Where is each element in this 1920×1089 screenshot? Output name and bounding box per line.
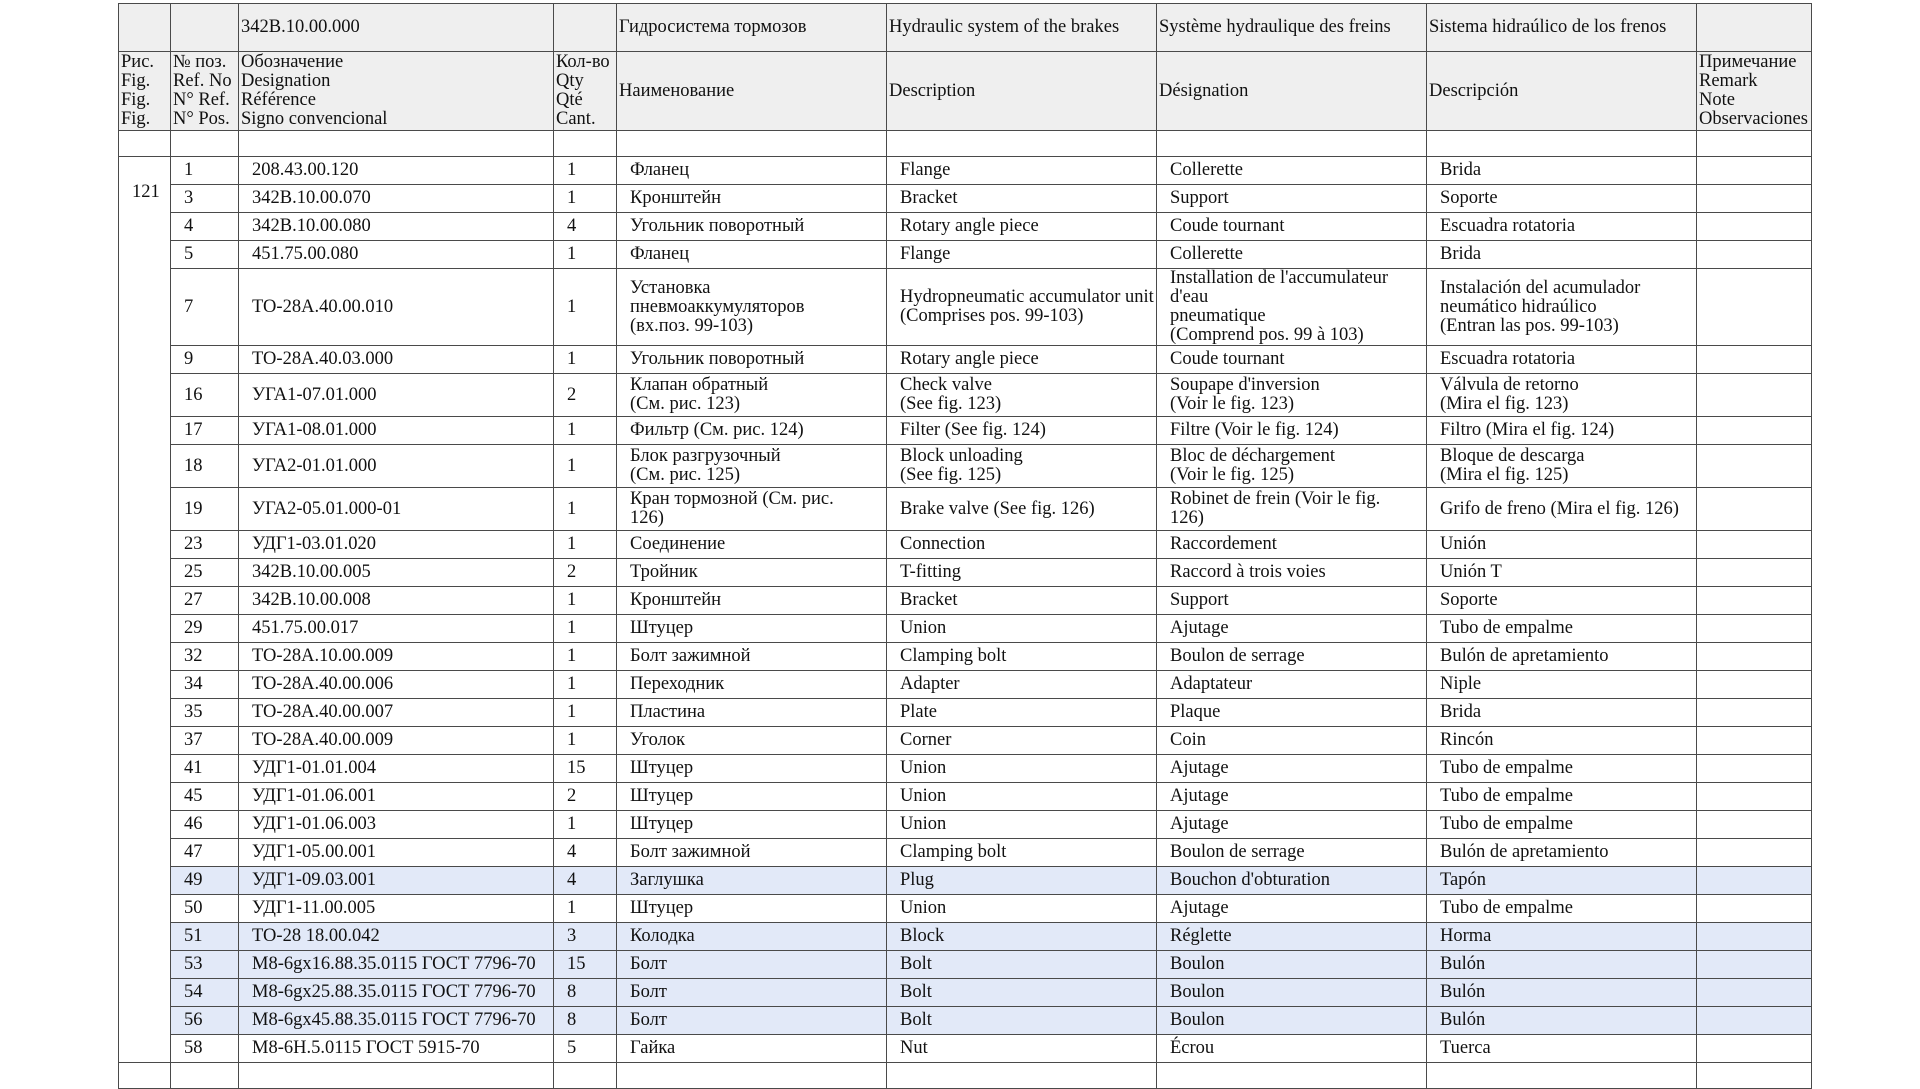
table-row	[119, 979, 1812, 1007]
name-fr-cell: Ajutage	[1157, 783, 1427, 811]
name-fr-cell: Coude tournant	[1157, 346, 1427, 374]
col-header-designation: Обозначение Designation Référence Signo convencional	[239, 52, 554, 131]
name-ru-cell: Болт зажимной	[617, 839, 887, 867]
ref-cell: 56	[171, 1007, 239, 1035]
ref-cell: 7	[171, 269, 239, 346]
name-ru-cell: Штуцер	[617, 811, 887, 839]
ref-cell: 46	[171, 811, 239, 839]
name-es-cell: Brida	[1427, 699, 1697, 727]
table-row	[119, 213, 1812, 241]
name-es-cell: Válvula de retorno (Mira el fig. 123)	[1427, 374, 1697, 417]
table-row	[119, 671, 1812, 699]
ref-cell: 23	[171, 531, 239, 559]
table-row	[119, 445, 1812, 488]
name-fr-cell: Boulon de serrage	[1157, 643, 1427, 671]
name-ru-cell: Болт	[617, 951, 887, 979]
name-en-cell: Clamping bolt	[887, 839, 1157, 867]
designation-cell: ТО-28А.40.00.006	[239, 671, 554, 699]
ref-cell: 47	[171, 839, 239, 867]
qty-cell: 1	[554, 727, 617, 755]
name-ru-cell: Штуцер	[617, 783, 887, 811]
designation-cell: М8-6gх45.88.35.0115 ГОСТ 7796-70	[239, 1007, 554, 1035]
name-es-cell: Tubo de empalme	[1427, 755, 1697, 783]
name-es-cell: Bulón	[1427, 951, 1697, 979]
designation-cell: УГА1-07.01.000	[239, 374, 554, 417]
designation-cell: ТО-28А.40.00.009	[239, 727, 554, 755]
col-header-name-en: Description	[887, 52, 1157, 131]
title-en: Hydraulic system of the brakes	[887, 4, 1157, 52]
table-row	[119, 241, 1812, 269]
qty-cell: 8	[554, 1007, 617, 1035]
name-en-cell: Rotary angle piece	[887, 346, 1157, 374]
name-es-cell: Tubo de empalme	[1427, 615, 1697, 643]
table-row	[119, 417, 1812, 445]
title-fr: Système hydraulique des freins	[1157, 4, 1427, 52]
designation-cell: УГА2-05.01.000-01	[239, 488, 554, 531]
title-es: Sistema hidraúlico de los frenos	[1427, 4, 1697, 52]
designation-cell: 342В.10.00.080	[239, 213, 554, 241]
name-en-cell: Brake valve (See fig. 126)	[887, 488, 1157, 531]
ref-cell: 3	[171, 185, 239, 213]
qty-cell: 15	[554, 951, 617, 979]
ref-cell: 29	[171, 615, 239, 643]
name-en-cell: Bracket	[887, 587, 1157, 615]
designation-cell: УДГ1-11.00.005	[239, 895, 554, 923]
table-row	[119, 951, 1812, 979]
name-ru-cell: Гайка	[617, 1035, 887, 1063]
designation-cell: М8-6gх16.88.35.0115 ГОСТ 7796-70	[239, 951, 554, 979]
name-es-cell: Unión T	[1427, 559, 1697, 587]
ref-cell: 9	[171, 346, 239, 374]
name-ru-cell: Фильтр (См. рис. 124)	[617, 417, 887, 445]
ref-cell: 19	[171, 488, 239, 531]
name-fr-cell: Robinet de frein (Voir le fig. 126)	[1157, 488, 1427, 531]
designation-cell: 342В.10.00.008	[239, 587, 554, 615]
note-cell	[1697, 213, 1812, 241]
parts-table	[118, 3, 1812, 1089]
designation-cell: 342В.10.00.005	[239, 559, 554, 587]
name-es-cell: Rincón	[1427, 727, 1697, 755]
ref-cell: 53	[171, 951, 239, 979]
name-es-cell: Instalación del acumulador neumático hidraúlico (Entran las pos. 99-103)	[1427, 269, 1697, 346]
name-en-cell: Bolt	[887, 1007, 1157, 1035]
name-fr-cell: Soupape d'inversion (Voir le fig. 123)	[1157, 374, 1427, 417]
note-cell	[1697, 488, 1812, 531]
ref-cell: 27	[171, 587, 239, 615]
qty-cell: 1	[554, 157, 617, 185]
table-row	[119, 923, 1812, 951]
note-cell	[1697, 615, 1812, 643]
table-row	[119, 157, 1812, 185]
name-ru-cell: Установка пневмоаккумуляторов (вх.поз. 99-103)	[617, 269, 887, 346]
name-es-cell: Tubo de empalme	[1427, 895, 1697, 923]
note-cell	[1697, 241, 1812, 269]
designation-cell: ТО-28 18.00.042	[239, 923, 554, 951]
name-es-cell: Bulón de apretamiento	[1427, 839, 1697, 867]
ref-cell: 45	[171, 783, 239, 811]
qty-cell: 1	[554, 417, 617, 445]
note-cell	[1697, 671, 1812, 699]
table-row	[119, 374, 1812, 417]
table-row	[119, 615, 1812, 643]
designation-cell: М8-6gх25.88.35.0115 ГОСТ 7796-70	[239, 979, 554, 1007]
name-ru-cell: Фланец	[617, 157, 887, 185]
name-ru-cell: Кран тормозной (См. рис. 126)	[617, 488, 887, 531]
note-cell	[1697, 531, 1812, 559]
table-row	[119, 559, 1812, 587]
title-ru: Гидросистема тормозов	[617, 4, 887, 52]
name-es-cell: Filtro (Mira el fig. 124)	[1427, 417, 1697, 445]
qty-cell: 1	[554, 615, 617, 643]
qty-cell: 1	[554, 488, 617, 531]
name-fr-cell: Installation de l'accumulateur d'eau pneumatique (Comprend pos. 99 à 103)	[1157, 269, 1427, 346]
name-en-cell: Connection	[887, 531, 1157, 559]
qty-cell: 1	[554, 269, 617, 346]
name-fr-cell: Boulon	[1157, 951, 1427, 979]
name-ru-cell: Тройник	[617, 559, 887, 587]
name-es-cell: Escuadra rotatoria	[1427, 346, 1697, 374]
note-cell	[1697, 783, 1812, 811]
blank-row-bottom	[119, 1063, 1812, 1089]
table-row	[119, 1035, 1812, 1063]
name-es-cell: Soporte	[1427, 185, 1697, 213]
table-row	[119, 185, 1812, 213]
name-en-cell: Union	[887, 811, 1157, 839]
name-es-cell: Soporte	[1427, 587, 1697, 615]
qty-cell: 1	[554, 445, 617, 488]
name-en-cell: Union	[887, 755, 1157, 783]
name-ru-cell: Угольник поворотный	[617, 213, 887, 241]
designation-cell: 451.75.00.080	[239, 241, 554, 269]
name-ru-cell: Штуцер	[617, 755, 887, 783]
table-row	[119, 643, 1812, 671]
name-en-cell: Hydropneumatic accumulator unit (Comprises pos. 99-103)	[887, 269, 1157, 346]
name-es-cell: Tubo de empalme	[1427, 783, 1697, 811]
qty-cell: 5	[554, 1035, 617, 1063]
designation-cell: УГА1-08.01.000	[239, 417, 554, 445]
ref-cell: 35	[171, 699, 239, 727]
designation-cell: УДГ1-09.03.001	[239, 867, 554, 895]
name-en-cell: Union	[887, 783, 1157, 811]
table-row	[119, 783, 1812, 811]
figure-number-cell: 121	[119, 157, 171, 1063]
name-es-cell: Bulón de apretamiento	[1427, 643, 1697, 671]
note-cell	[1697, 1035, 1812, 1063]
ref-cell: 49	[171, 867, 239, 895]
note-cell	[1697, 445, 1812, 488]
name-fr-cell: Coude tournant	[1157, 213, 1427, 241]
name-ru-cell: Блок разгрузочный (См. рис. 125)	[617, 445, 887, 488]
note-cell	[1697, 867, 1812, 895]
name-fr-cell: Collerette	[1157, 157, 1427, 185]
name-es-cell: Bulón	[1427, 979, 1697, 1007]
col-header-name-fr: Désignation	[1157, 52, 1427, 131]
name-es-cell: Bulón	[1427, 1007, 1697, 1035]
name-ru-cell: Переходник	[617, 671, 887, 699]
note-cell	[1697, 417, 1812, 445]
name-fr-cell: Plaque	[1157, 699, 1427, 727]
name-ru-cell: Штуцер	[617, 895, 887, 923]
col-header-ref: № поз. Ref. No N° Ref. N° Pos.	[171, 52, 239, 131]
note-cell	[1697, 755, 1812, 783]
name-es-cell: Unión	[1427, 531, 1697, 559]
name-ru-cell: Фланец	[617, 241, 887, 269]
name-en-cell: Filter (See fig. 124)	[887, 417, 1157, 445]
name-fr-cell: Raccord à trois voies	[1157, 559, 1427, 587]
table-row	[119, 727, 1812, 755]
ref-cell: 4	[171, 213, 239, 241]
name-ru-cell: Штуцер	[617, 615, 887, 643]
name-fr-cell: Support	[1157, 185, 1427, 213]
name-es-cell: Grifo de freno (Mira el fig. 126)	[1427, 488, 1697, 531]
note-cell	[1697, 374, 1812, 417]
name-ru-cell: Уголок	[617, 727, 887, 755]
table-row	[119, 839, 1812, 867]
designation-cell: 451.75.00.017	[239, 615, 554, 643]
qty-cell: 1	[554, 531, 617, 559]
table-row	[119, 488, 1812, 531]
qty-cell: 1	[554, 185, 617, 213]
table-row	[119, 346, 1812, 374]
ref-cell: 51	[171, 923, 239, 951]
name-en-cell: Flange	[887, 241, 1157, 269]
column-header-row	[119, 52, 1812, 131]
name-es-cell: Tapón	[1427, 867, 1697, 895]
ref-cell: 58	[171, 1035, 239, 1063]
name-fr-cell: Coin	[1157, 727, 1427, 755]
qty-cell: 4	[554, 867, 617, 895]
name-fr-cell: Filtre (Voir le fig. 124)	[1157, 417, 1427, 445]
qty-cell: 1	[554, 587, 617, 615]
name-en-cell: Check valve (See fig. 123)	[887, 374, 1157, 417]
qty-cell: 1	[554, 643, 617, 671]
name-en-cell: Rotary angle piece	[887, 213, 1157, 241]
ref-cell: 16	[171, 374, 239, 417]
name-es-cell: Brida	[1427, 157, 1697, 185]
name-ru-cell: Кронштейн	[617, 587, 887, 615]
table-row	[119, 531, 1812, 559]
qty-cell: 15	[554, 755, 617, 783]
table-row	[119, 895, 1812, 923]
name-es-cell: Niple	[1427, 671, 1697, 699]
ref-cell: 17	[171, 417, 239, 445]
name-ru-cell: Кронштейн	[617, 185, 887, 213]
name-en-cell: Union	[887, 895, 1157, 923]
name-fr-cell: Bouchon d'obturation	[1157, 867, 1427, 895]
assembly-code: 342В.10.00.000	[239, 4, 554, 52]
qty-cell: 1	[554, 671, 617, 699]
qty-cell: 3	[554, 923, 617, 951]
ref-cell: 18	[171, 445, 239, 488]
qty-cell: 1	[554, 241, 617, 269]
table-row	[119, 699, 1812, 727]
note-cell	[1697, 979, 1812, 1007]
qty-cell: 2	[554, 559, 617, 587]
note-cell	[1697, 269, 1812, 346]
name-ru-cell: Болт зажимной	[617, 643, 887, 671]
name-fr-cell: Bloc de déchargement (Voir le fig. 125)	[1157, 445, 1427, 488]
note-cell	[1697, 1007, 1812, 1035]
name-fr-cell: Ajutage	[1157, 895, 1427, 923]
designation-cell: ТО-28А.40.00.007	[239, 699, 554, 727]
name-ru-cell: Пластина	[617, 699, 887, 727]
name-fr-cell: Ajutage	[1157, 755, 1427, 783]
ref-cell: 34	[171, 671, 239, 699]
designation-cell: УГА2-01.01.000	[239, 445, 554, 488]
col-header-name-es: Descripción	[1427, 52, 1697, 131]
note-cell	[1697, 839, 1812, 867]
name-fr-cell: Réglette	[1157, 923, 1427, 951]
name-en-cell: Adapter	[887, 671, 1157, 699]
title-spacer-qty	[554, 4, 617, 52]
name-ru-cell: Клапан обратный (См. рис. 123)	[617, 374, 887, 417]
name-es-cell: Tuerca	[1427, 1035, 1697, 1063]
name-en-cell: Plug	[887, 867, 1157, 895]
designation-cell: УДГ1-01.06.001	[239, 783, 554, 811]
name-en-cell: Plate	[887, 699, 1157, 727]
qty-cell: 1	[554, 699, 617, 727]
name-es-cell: Tubo de empalme	[1427, 811, 1697, 839]
name-ru-cell: Угольник поворотный	[617, 346, 887, 374]
name-es-cell: Brida	[1427, 241, 1697, 269]
name-ru-cell: Соединение	[617, 531, 887, 559]
qty-cell: 2	[554, 374, 617, 417]
designation-cell: 208.43.00.120	[239, 157, 554, 185]
note-cell	[1697, 699, 1812, 727]
name-fr-cell: Adaptateur	[1157, 671, 1427, 699]
note-cell	[1697, 727, 1812, 755]
name-fr-cell: Support	[1157, 587, 1427, 615]
designation-cell: УДГ1-01.01.004	[239, 755, 554, 783]
table-row	[119, 811, 1812, 839]
title-header-row	[119, 4, 1812, 52]
ref-cell: 25	[171, 559, 239, 587]
title-spacer-note	[1697, 4, 1812, 52]
name-fr-cell: Ajutage	[1157, 615, 1427, 643]
designation-cell: ТО-28А.40.03.000	[239, 346, 554, 374]
title-spacer-ref	[171, 4, 239, 52]
name-fr-cell: Boulon de serrage	[1157, 839, 1427, 867]
ref-cell: 37	[171, 727, 239, 755]
name-en-cell: Block unloading (See fig. 125)	[887, 445, 1157, 488]
col-header-note: Примечание Remark Note Observaciones	[1697, 52, 1812, 131]
name-en-cell: Flange	[887, 157, 1157, 185]
col-header-name-ru: Наименование	[617, 52, 887, 131]
note-cell	[1697, 185, 1812, 213]
ref-cell: 50	[171, 895, 239, 923]
designation-cell: УДГ1-03.01.020	[239, 531, 554, 559]
qty-cell: 1	[554, 811, 617, 839]
ref-cell: 32	[171, 643, 239, 671]
name-en-cell: Corner	[887, 727, 1157, 755]
table-row	[119, 269, 1812, 346]
table-row	[119, 755, 1812, 783]
ref-cell: 41	[171, 755, 239, 783]
note-cell	[1697, 587, 1812, 615]
name-fr-cell: Collerette	[1157, 241, 1427, 269]
name-en-cell: T-fitting	[887, 559, 1157, 587]
note-cell	[1697, 559, 1812, 587]
name-es-cell: Bloque de descarga (Mira el fig. 125)	[1427, 445, 1697, 488]
table-row	[119, 867, 1812, 895]
name-fr-cell: Écrou	[1157, 1035, 1427, 1063]
designation-cell: М8-6Н.5.0115 ГОСТ 5915-70	[239, 1035, 554, 1063]
designation-cell: УДГ1-05.00.001	[239, 839, 554, 867]
name-fr-cell: Boulon	[1157, 979, 1427, 1007]
name-es-cell: Escuadra rotatoria	[1427, 213, 1697, 241]
note-cell	[1697, 643, 1812, 671]
name-en-cell: Bracket	[887, 185, 1157, 213]
name-en-cell: Bolt	[887, 979, 1157, 1007]
note-cell	[1697, 346, 1812, 374]
name-ru-cell: Болт	[617, 1007, 887, 1035]
table-body	[119, 131, 1812, 1089]
designation-cell: 342В.10.00.070	[239, 185, 554, 213]
ref-cell: 54	[171, 979, 239, 1007]
note-cell	[1697, 951, 1812, 979]
name-en-cell: Block	[887, 923, 1157, 951]
col-header-fig: Рис. Fig. Fig. Fig.	[119, 52, 171, 131]
name-en-cell: Nut	[887, 1035, 1157, 1063]
name-en-cell: Bolt	[887, 951, 1157, 979]
designation-cell: УДГ1-01.06.003	[239, 811, 554, 839]
note-cell	[1697, 811, 1812, 839]
qty-cell: 2	[554, 783, 617, 811]
name-fr-cell: Raccordement	[1157, 531, 1427, 559]
qty-cell: 8	[554, 979, 617, 1007]
name-fr-cell: Boulon	[1157, 1007, 1427, 1035]
qty-cell: 4	[554, 839, 617, 867]
ref-cell: 1	[171, 157, 239, 185]
title-spacer-fig	[119, 4, 171, 52]
blank-row-top	[119, 131, 1812, 157]
name-ru-cell: Болт	[617, 979, 887, 1007]
qty-cell: 1	[554, 346, 617, 374]
name-ru-cell: Заглушка	[617, 867, 887, 895]
table-row	[119, 587, 1812, 615]
qty-cell: 4	[554, 213, 617, 241]
col-header-qty: Кол-во Qty Qté Cant.	[554, 52, 617, 131]
qty-cell: 1	[554, 895, 617, 923]
name-en-cell: Union	[887, 615, 1157, 643]
designation-cell: ТО-28А.10.00.009	[239, 643, 554, 671]
designation-cell: ТО-28А.40.00.010	[239, 269, 554, 346]
note-cell	[1697, 157, 1812, 185]
note-cell	[1697, 923, 1812, 951]
ref-cell: 5	[171, 241, 239, 269]
note-cell	[1697, 895, 1812, 923]
name-ru-cell: Колодка	[617, 923, 887, 951]
name-en-cell: Clamping bolt	[887, 643, 1157, 671]
name-fr-cell: Ajutage	[1157, 811, 1427, 839]
name-es-cell: Horma	[1427, 923, 1697, 951]
table-row	[119, 1007, 1812, 1035]
